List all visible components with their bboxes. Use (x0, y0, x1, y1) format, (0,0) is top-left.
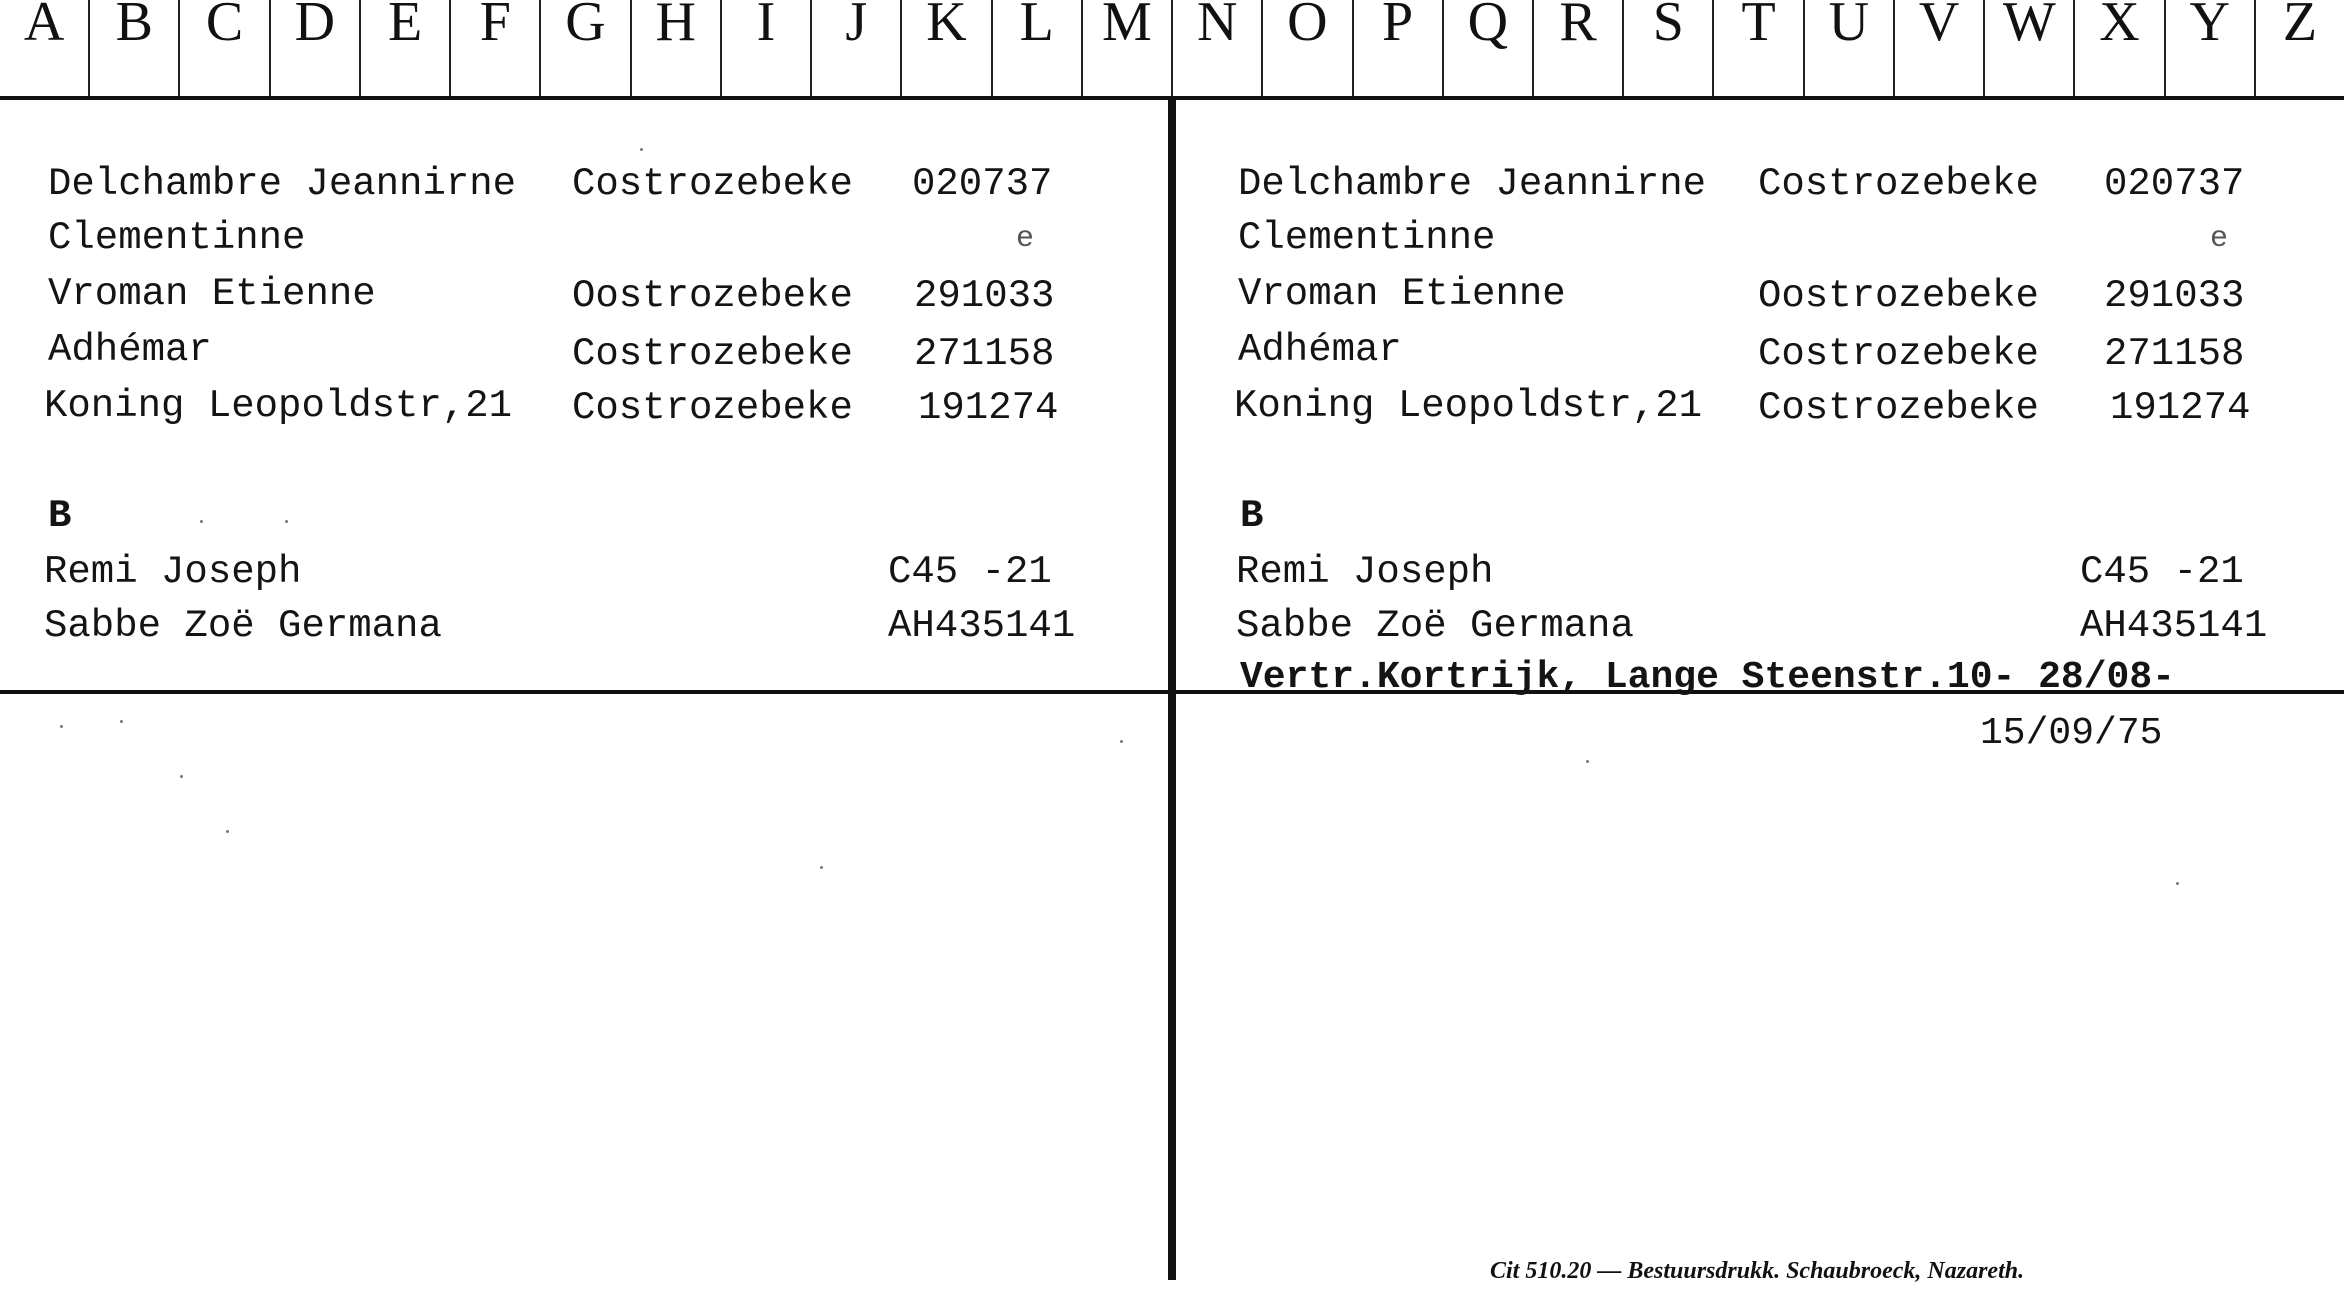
alphabet-index (0, 0, 2344, 100)
alphabet-tab-e (361, 0, 451, 96)
alphabet-tab-h (632, 0, 722, 96)
right-place-5: Costrozebeke (1758, 386, 2039, 430)
alphabet-letter: O (1287, 0, 1328, 53)
scan-speck (285, 520, 288, 523)
scan-speck (120, 720, 123, 723)
scan-speck (640, 148, 643, 151)
alphabet-tab-v (1895, 0, 1985, 96)
alphabet-tab-d (271, 0, 361, 96)
alphabet-letter: B (115, 0, 154, 53)
scan-speck (60, 725, 63, 728)
alphabet-letter: P (1382, 0, 1414, 53)
alphabet-tab-i (722, 0, 812, 96)
right-name-7: Sabbe Zoë Germana (1236, 604, 1634, 648)
right-transfer-note: Vertr.Kortrijk, Lange Steenstr.10- 28/08- (1240, 656, 2175, 699)
alphabet-letter: S (1652, 0, 1684, 53)
left-name-3: Vroman Etienne (48, 272, 376, 316)
alphabet-letter: K (926, 0, 967, 53)
right-date-1: 020737 (2104, 162, 2245, 206)
left-code-7: AH435141 (888, 604, 1076, 648)
alphabet-tab-c (180, 0, 270, 96)
right-name-6: Remi Joseph (1236, 550, 1494, 594)
scan-speck (1586, 760, 1589, 763)
left-place-5: Costrozebeke (572, 386, 853, 430)
right-date-3: 291033 (2104, 274, 2245, 318)
scan-speck (2176, 882, 2179, 885)
left-date-1: 020737 (912, 162, 1053, 206)
left-name-1: Delchambre Jeannirne (48, 162, 517, 206)
alphabet-letter: L (1019, 0, 1054, 53)
left-name-4: Adhémar (48, 328, 212, 372)
alphabet-letter: M (1102, 0, 1152, 53)
alphabet-tab-y (2166, 0, 2256, 96)
alphabet-tab-n (1173, 0, 1263, 96)
alphabet-tab-u (1805, 0, 1895, 96)
alphabet-tab-p (1354, 0, 1444, 96)
alphabet-letter: N (1196, 0, 1238, 53)
right-date-4: 271158 (2104, 332, 2245, 376)
alphabet-letter: J (845, 0, 868, 53)
right-name-2: Clementinne (1238, 216, 1496, 260)
alphabet-letter: X (2099, 0, 2140, 53)
right-name-3: Vroman Etienne (1238, 272, 1566, 316)
scan-speck (200, 520, 203, 523)
right-date-2-suffix: e (2210, 222, 2229, 256)
alphabet-letter: Q (1467, 0, 1509, 53)
alphabet-letter: F (479, 0, 511, 53)
right-section-letter: B (1240, 494, 1264, 538)
alphabet-tab-l (993, 0, 1083, 96)
right-code-6: C45 -21 (2080, 550, 2244, 594)
left-date-5: 191274 (918, 386, 1059, 430)
right-code-7: AH435141 (2080, 604, 2268, 648)
alphabet-tab-j (812, 0, 902, 96)
alphabet-letter: H (655, 0, 696, 53)
alphabet-tab-s (1624, 0, 1714, 96)
left-name-2: Clementinne (48, 216, 306, 260)
print-footer: Cit 510.20 — Bestuursdrukk. Schaubroeck, Nazareth. (1490, 1258, 2025, 1284)
left-place-3: Oostrozebeke (572, 274, 853, 318)
left-section-letter: B (48, 494, 72, 538)
scan-speck (820, 866, 823, 869)
scan-speck (180, 775, 183, 778)
alphabet-tab-q (1444, 0, 1534, 96)
right-name-4: Adhémar (1238, 328, 1402, 372)
alphabet-tab-o (1263, 0, 1353, 96)
right-place-4: Costrozebeke (1758, 332, 2039, 376)
alphabet-letter: W (2002, 0, 2056, 53)
alphabet-letter: I (756, 0, 776, 53)
right-name-1: Delchambre Jeannirne (1238, 162, 1707, 206)
alphabet-letter: C (205, 0, 244, 53)
left-name-5: Koning Leopoldstr,21 (44, 384, 513, 428)
alphabet-letter: V (1918, 0, 1960, 53)
alphabet-tab-x (2075, 0, 2165, 96)
right-place-1: Costrozebeke (1758, 162, 2039, 206)
alphabet-tab-g (541, 0, 631, 96)
left-place-1: Costrozebeke (572, 162, 853, 206)
left-date-3: 291033 (914, 274, 1055, 318)
alphabet-letter: D (294, 0, 336, 53)
alphabet-tab-t (1714, 0, 1804, 96)
right-date-5: 191274 (2110, 386, 2251, 430)
left-date-2-suffix: e (1016, 222, 1035, 256)
alphabet-letter: R (1559, 0, 1597, 53)
left-code-6: C45 -21 (888, 550, 1052, 594)
left-place-4: Costrozebeke (572, 332, 853, 376)
alphabet-tab-f (451, 0, 541, 96)
alphabet-letter: Y (2189, 0, 2230, 53)
vertical-divider (1168, 96, 1176, 1280)
alphabet-tab-k (902, 0, 992, 96)
alphabet-tab-z (2256, 0, 2344, 96)
alphabet-letter: E (387, 0, 423, 53)
alphabet-letter: U (1828, 0, 1870, 53)
alphabet-tab-w (1985, 0, 2075, 96)
alphabet-letter: Z (2282, 0, 2318, 53)
alphabet-letter: G (565, 0, 606, 53)
left-name-7: Sabbe Zoë Germana (44, 604, 442, 648)
alphabet-tab-a (0, 0, 90, 96)
right-transfer-date: 15/09/75 (1980, 712, 2163, 755)
alphabet-letter: A (23, 0, 65, 53)
alphabet-tab-m (1083, 0, 1173, 96)
alphabet-tab-b (90, 0, 180, 96)
left-date-4: 271158 (914, 332, 1055, 376)
right-place-3: Oostrozebeke (1758, 274, 2039, 318)
left-name-6: Remi Joseph (44, 550, 302, 594)
alphabet-letter: T (1741, 0, 1776, 53)
alphabet-tab-r (1534, 0, 1624, 96)
right-name-5: Koning Leopoldstr,21 (1234, 384, 1703, 428)
scan-speck (1120, 740, 1123, 743)
scan-speck (226, 830, 229, 833)
